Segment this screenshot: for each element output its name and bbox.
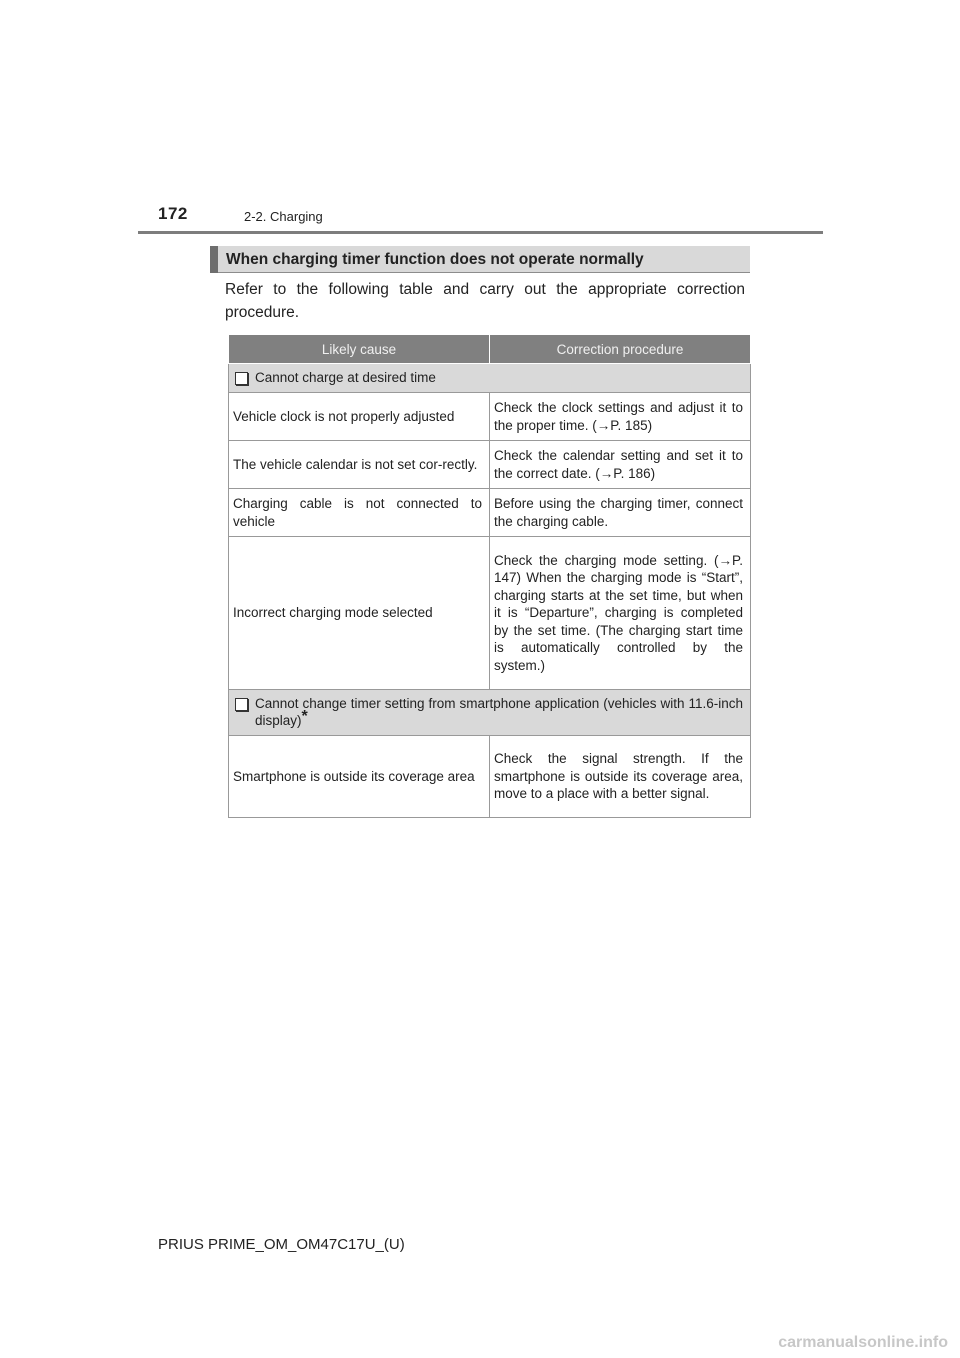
footnote-star: * [301, 708, 308, 725]
cause-cell: Vehicle clock is not properly adjusted [229, 393, 490, 441]
table-row [229, 441, 751, 489]
section-breadcrumb: 2-2. Charging [244, 209, 323, 224]
table-row [229, 736, 751, 818]
table-row [229, 393, 751, 441]
checkbox-icon [235, 698, 248, 711]
group-label: Cannot charge at desired time [255, 370, 436, 385]
section-heading-text: When charging timer function does not operate normally [226, 250, 644, 268]
table-header-row [229, 335, 751, 364]
table-group-row [229, 690, 751, 736]
cause-cell: Smartphone is outside its coverage area [229, 736, 490, 818]
correction-cell: Before using the charging timer, connect the charging cable. [490, 489, 751, 537]
correction-cell: Check the calendar setting and set it to the correct date. (→P. 186) [490, 441, 751, 489]
column-header-likely-cause: Likely cause [229, 335, 490, 364]
correction-cell: Check the clock settings and adjust it to the proper time. (→P. 185) [490, 393, 751, 441]
cause-cell: The vehicle calendar is not set cor-rectly. [229, 441, 490, 489]
correction-cell: Check the signal strength. If the smartphone is outside its coverage area, move to a place with a better signal. [490, 736, 751, 818]
page-number: 172 [158, 204, 188, 223]
cause-cell: Incorrect charging mode selected [229, 537, 490, 690]
table-group-row [229, 364, 751, 393]
table-row [229, 489, 751, 537]
watermark: carmanualsonline.info [778, 1334, 948, 1351]
troubleshooting-table [228, 335, 751, 818]
table-row [229, 537, 751, 690]
manual-id-footer: PRIUS PRIME_OM_OM47C17U_(U) [158, 1236, 405, 1253]
correction-cell: Check the charging mode setting. (→P. 147) When the charging mode is “Start”, charging starts at the set time, but when it is “Departure”, charging is completed by the set time. (The charging start time is automatically controlled by the system.) [490, 537, 751, 690]
checkbox-icon [235, 372, 248, 385]
column-header-correction-procedure: Correction procedure [490, 335, 751, 364]
cause-cell: Charging cable is not connected to vehicle [229, 489, 490, 537]
header-divider [138, 231, 823, 234]
section-heading [210, 246, 750, 273]
intro-paragraph: Refer to the following table and carry out the appropriate correction procedure. [225, 281, 745, 321]
group-label: Cannot change timer setting from smartphone application (vehicles with 11.6-inch display) [255, 696, 743, 728]
